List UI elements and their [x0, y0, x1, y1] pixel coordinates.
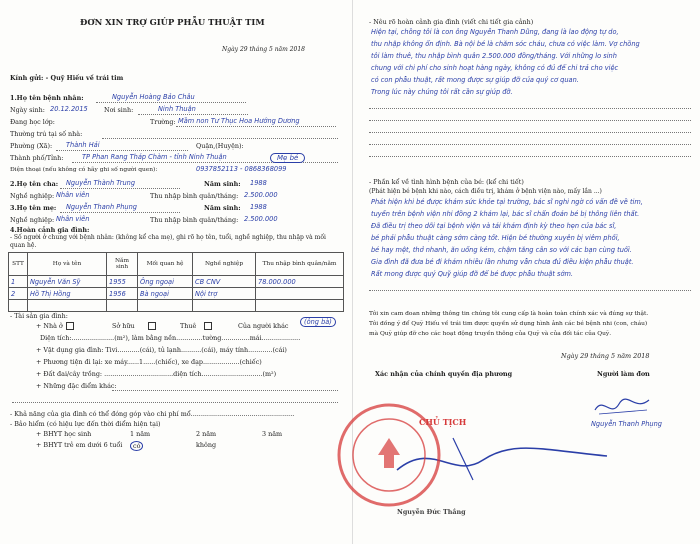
col-job: Nghề nghiệp	[193, 253, 256, 276]
family-heading: 4.Hoàn cảnh gia đình:	[10, 226, 90, 234]
dotted-line	[369, 108, 691, 109]
signature-date: Ngày 29 tháng 5 năm 2018	[561, 352, 650, 360]
father-heading: 2.Họ tên cha:	[10, 180, 59, 188]
cell: 78.000.000	[256, 276, 344, 288]
cell: 1	[9, 276, 28, 288]
family-note: - Số người ở chung với bệnh nhân: (không kể cha mẹ), ghi rõ họ tên, tuổi, nghề nghiệp, thu nhập và mối quan hệ.	[10, 234, 326, 249]
stamp-title: CHỦ TỊCH	[419, 417, 467, 427]
cell: Nguyễn Văn Sỹ	[28, 276, 107, 288]
dotted-line	[12, 402, 338, 403]
family-table	[8, 252, 344, 312]
col-relation: Mối quan hệ	[138, 253, 193, 276]
cell: CB CNV	[193, 276, 256, 288]
cell: Hồ Thị Hồng	[28, 288, 107, 300]
house-other-value: (ông bà)	[300, 317, 336, 327]
father-job: Nhân viên	[56, 191, 90, 199]
table-row	[9, 276, 344, 288]
patient-dob: 20.12.2015	[50, 105, 88, 113]
district-label: Quận,(Huyện):	[196, 142, 244, 150]
phone-note: Mẹ bé	[270, 153, 305, 163]
house-owned-checkbox[interactable]	[148, 322, 156, 330]
cell	[256, 288, 344, 300]
patient-phone: 0937852113 - 0868368099	[196, 165, 287, 173]
col-year: Năm sinh	[107, 253, 138, 276]
house-label: + Nhà ở	[36, 322, 63, 330]
ins-col-2: 2 năm	[196, 430, 217, 438]
address-label: Thường trú tại số nhà:	[10, 130, 83, 138]
form-date: Ngày 29 tháng 5 năm 2018	[222, 46, 306, 53]
patient-ward: Thành Hải	[66, 141, 100, 149]
assets-heading: - Tài sản gia đình:	[10, 312, 68, 320]
official-seal	[334, 400, 444, 510]
father-income-label: Thu nhập bình quân/tháng:	[150, 192, 239, 200]
contribution-line: - Khả năng của gia đình có thể đóng góp vào chi phí mổ...................................................	[10, 410, 295, 418]
cell: Bà ngoại	[138, 288, 193, 300]
phone-label: Điện thoại (nếu không có hãy ghi số người quen):	[10, 167, 158, 173]
mother-name: Nguyễn Thanh Phụng	[66, 203, 137, 211]
dotted-line	[369, 156, 691, 157]
disease-line: tuyến trên bệnh viện nhi đồng 2 khám lại, bác sĩ chẩn đoán bé bị thông liên thất.	[371, 210, 640, 218]
cell: 1955	[107, 276, 138, 288]
mother-income-label: Thu nhập bình quân/tháng:	[150, 216, 239, 224]
mother-year: 1988	[250, 203, 267, 211]
col-name: Họ và tên	[28, 253, 107, 276]
disease-line: Phát hiện khi bé được khám sức khỏe tại trường, bác sĩ nghi ngờ có vấn đề về tim,	[371, 198, 643, 206]
cell: Ông ngoại	[138, 276, 193, 288]
patient-heading: 1.Họ tên bệnh nhân:	[10, 94, 84, 102]
table-row	[9, 300, 344, 312]
disease-line: Rất mong được quý Quỹ giúp đỡ để bé được phẫu thuật sớm.	[371, 270, 573, 278]
ins-has: có	[130, 441, 143, 451]
grade-label: Đang học lớp:	[10, 118, 55, 126]
patient-name: Nguyễn Hoàng Bảo Châu	[112, 93, 195, 101]
disease-subheading: (Phát hiện bé bệnh khi nào, cách điều trị, khám ở bệnh viện nào, mấy lần ...)	[369, 188, 602, 195]
dob-label: Ngày sinh:	[10, 106, 45, 114]
father-year: 1988	[250, 179, 267, 187]
dotted-line	[112, 390, 338, 391]
applicant-label: Người làm đơn	[597, 370, 650, 378]
form-title: ĐƠN XIN TRỢ GIÚP PHẪU THUẬT TIM	[80, 17, 265, 27]
disease-line: Gia đình đã đưa bé đi khám nhiều lần nhưng vẫn chưa đủ điều kiện phẫu thuật.	[371, 258, 634, 266]
reason-line: thu nhập không ổn định. Bà nội bé là chăm sóc cháu, chưa có việc làm. Vợ chồng	[371, 40, 640, 48]
dotted-line	[369, 290, 691, 291]
reason-line: có con phẫu thuật, rất mong được sự giúp đỡ của quý cơ quan.	[371, 76, 579, 84]
special-features: + Những đặc điểm khác:	[36, 382, 117, 390]
applicant-name: Nguyễn Thanh Phụng	[591, 420, 662, 428]
disease-line: bé phải phẫu thuật càng sớm càng tốt. Hiện bé thường xuyên bị viêm phổi,	[371, 234, 620, 242]
land: + Đất đai/cây trồng: ..................................diện tích..............................(m²)	[36, 370, 277, 378]
school-label: Trường:	[150, 118, 176, 126]
disease-line: Đã điều trị theo dõi tại bệnh viện và tái khám định kỳ theo hẹn của bác sĩ,	[371, 222, 617, 230]
cell: Nội trợ	[193, 288, 256, 300]
father-job-label: Nghề nghiệp:	[10, 192, 55, 200]
ins-col-1: 1 năm	[130, 430, 151, 438]
cell: 2	[9, 288, 28, 300]
household-items: + Vật dụng gia đình: Tivi...........(cái), tủ lạnh..........(cái), máy tính............(cái)	[36, 346, 287, 354]
col-stt: STT	[9, 253, 28, 276]
ins-col-3: 3 năm	[262, 430, 283, 438]
reason-line: chung với chi phí cho sinh hoạt hàng ngày, không có đủ để chi trả cho việc	[371, 64, 619, 72]
ward-label: Phường (Xã):	[10, 142, 53, 150]
mother-income: 2.500.000	[244, 215, 278, 223]
commitment-line: mà Quỹ giúp đỡ cho các hoạt động truyền thông của Quỹ và của đối tác của Quỹ.	[369, 331, 612, 337]
dotted-line	[369, 144, 691, 145]
table-row	[9, 288, 344, 300]
reason-line: tôi làm thuê, thu nhập bình quân 2.500.000 đồng/tháng. Với những lo sinh	[371, 52, 617, 60]
disease-heading: - Phần kể về tình hình bệnh của bé: (kể chi tiết)	[369, 178, 524, 186]
patient-birthplace: Ninh Thuận	[158, 105, 196, 113]
house-area: Diện tích:.....................(m²), làm bằng nền.............tường..............mái...................	[40, 334, 301, 342]
mother-job: Nhân viên	[56, 215, 90, 223]
house-rent-label: Thuê	[180, 322, 197, 330]
mother-heading: 3.Họ tên mẹ:	[10, 204, 57, 212]
vehicles: + Phương tiện đi lại: xe máy......1......(chiếc), xe đạp..................(chiếc)	[36, 358, 262, 366]
ins-no: không	[196, 441, 217, 449]
disease-line: bé hay mệt, thở nhanh, ăn uống kém, chậm tăng cân so với các bạn cùng tuổi.	[371, 246, 632, 254]
official-name: Nguyễn Đức Thắng	[397, 508, 466, 516]
col-income: Thu nhập bình quân/năm	[256, 253, 344, 276]
house-rent-checkbox[interactable]	[204, 322, 212, 330]
house-own-checkbox[interactable]	[66, 322, 74, 330]
dotted-line	[369, 132, 691, 133]
patient-school: Mầm non Tư Thục Hoa Hướng Dương	[178, 117, 300, 125]
father-income: 2.500.000	[244, 191, 278, 199]
dotted-line	[369, 120, 691, 121]
father-year-label: Năm sinh:	[204, 180, 241, 188]
father-name: Nguyễn Thành Trung	[66, 179, 136, 187]
applicant-signature	[589, 392, 659, 422]
commitment-line: Tôi xin cam đoan những thông tin chúng tôi cung cấp là hoàn toàn chính xác và đúng sự thật.	[369, 311, 649, 317]
cell: 1956	[107, 288, 138, 300]
reason-heading: - Nêu rõ hoàn cảnh gia đình (viết chi tiết gia cảnh)	[369, 18, 534, 26]
bhyt-student: + BHYT học sinh	[36, 430, 92, 438]
mother-year-label: Năm sinh:	[204, 204, 241, 212]
bhyt-child: + BHYT trẻ em dưới 6 tuổi	[36, 441, 123, 449]
insurance-line: - Bảo hiểm (có hiệu lực đến thời điểm hiện tại)	[10, 420, 161, 428]
city-label: Thành phố/Tỉnh:	[10, 154, 64, 162]
reason-line: Hiện tại, chồng tôi là con ông Nguyễn Thanh Dũng, đang là lao động tự do,	[371, 28, 619, 36]
house-owned-label: Sở hữu	[112, 322, 135, 330]
birthplace-label: Nơi sinh:	[104, 106, 134, 114]
patient-city: TP Phan Rang Tháp Chàm - tỉnh Ninh Thuận	[82, 153, 227, 161]
reason-line: Trong lúc này chúng tôi rất cần sự giúp đỡ.	[371, 88, 513, 96]
addressee: Kính gửi: - Quỹ Hiếu về trái tim	[10, 74, 124, 82]
house-other-label: Của người khác	[238, 322, 289, 330]
commitment-line: Tôi đồng ý để Quỹ Hiếu về trái tim được quyền sử dụng hình ảnh các bé bệnh nhi (con, cháu)	[369, 321, 648, 327]
mother-job-label: Nghề nghiệp:	[10, 216, 55, 224]
table-header	[9, 253, 344, 276]
local-confirmation-label: Xác nhận của chính quyền địa phương	[375, 370, 513, 378]
